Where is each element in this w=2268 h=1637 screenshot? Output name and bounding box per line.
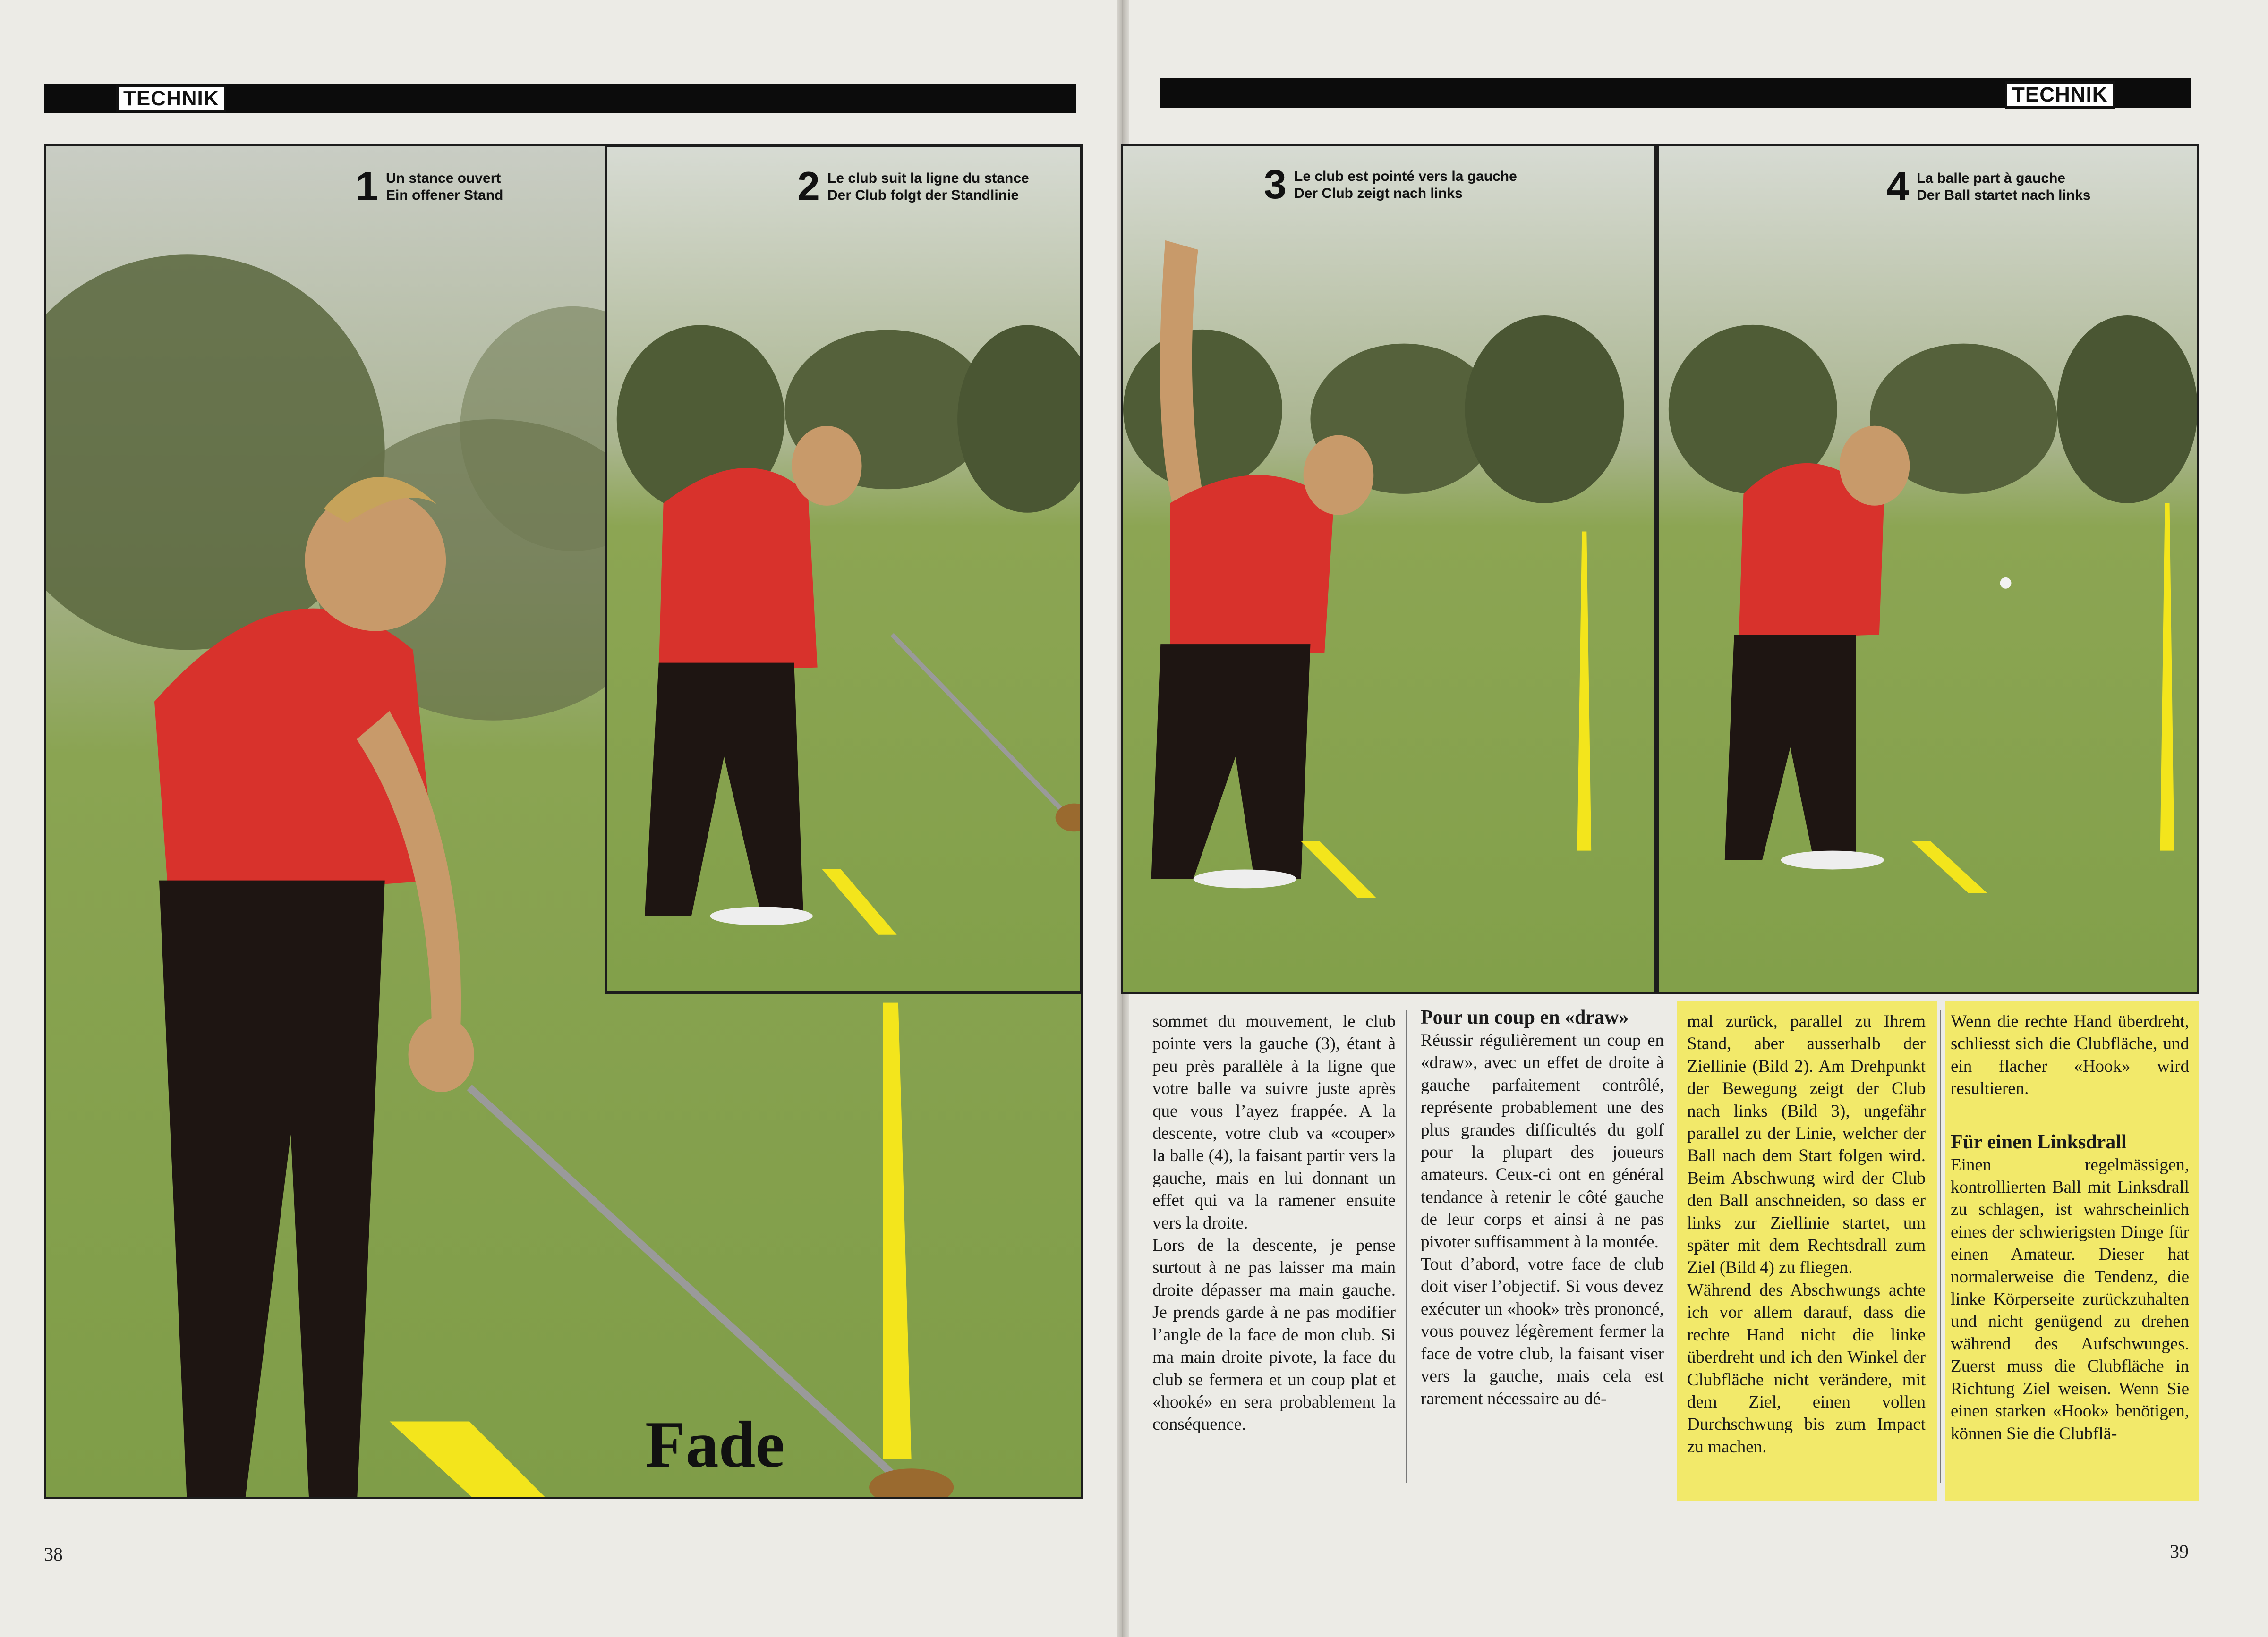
caption-4-number: 4 <box>1886 164 1909 209</box>
caption-2-number: 2 <box>797 164 820 209</box>
caption-2-german: Der Club folgt der Standlinie <box>827 187 1019 203</box>
col4-intro: Wenn die rechte Hand überdreht, schliesst sich die Clubfläche, und ein flacher «Hook» wird resultieren. <box>1951 1012 2189 1099</box>
technik-tag-right: TECHNIK <box>2005 81 2115 109</box>
col3-paragraph-2: Während des Abschwungs achte ich vor allem darauf, dass die rechte Hand nicht die linke überdreht und ich den Winkel der Clubfläche nicht verändere, mit dem Ziel, einen vollen Durchschwung bis zum Impact zu machen. <box>1687 1280 1926 1457</box>
col1-paragraph-1: sommet du mouvement, le club pointe vers la gauche (3), étant à peu près parallèle à la ligne que votre balle va suivre juste après que vous l’ayez frappée. A la descente, votre club va «couper» la balle (4), la faisant partir vers la gauche, mais en lui donnant un effet qui va la ramener ensuite vers la droite. <box>1152 1012 1396 1233</box>
caption-4-french: La balle part à gauche <box>1917 170 2066 186</box>
col2-heading: Pour un coup en «draw» <box>1421 1007 1629 1028</box>
col4-paragraph-1: Einen regelmässigen, kontrollierten Ball mit Linksdrall zu schlagen, ist wahrscheinlich eines der schwierigsten Dinge für einen Amateur. Dieser hat normalerweise die Tendenz, die linke Körperseite zurückzuhalten und nicht genügend zu drehen während des Aufschwunges. Zuerst muss die Clubfläche in Richtung Ziel weisen. Wenn Sie einen starken «Hook» benötigen, können Sie die Clubflä- <box>1951 1155 2189 1443</box>
caption-3-number: 3 <box>1264 162 1287 207</box>
caption-4-german: Der Ball startet nach links <box>1917 187 2091 203</box>
text-column-4 <box>1951 1010 2189 1445</box>
text-column-1 <box>1152 1010 1396 1436</box>
caption-3-french: Le club est pointé vers la gauche <box>1294 169 1517 184</box>
page-number-right: 39 <box>2170 1541 2189 1562</box>
photo-2-club-follows-stance <box>605 144 1083 994</box>
col2-paragraph-1: Réussir régulièrement un coup en «draw», avec un effet de droite à gauche parfaitement contrôlé, représente probablement une des plus grandes difficultés du golf pour la plupart des joueurs amateurs. Ceux-ci ont en général tendance à retenir le côté gauche de leur corps et ainsi à ne pas pivoter suffisamment à la montée. <box>1421 1031 1664 1252</box>
caption-3-german: Der Club zeigt nach links <box>1294 186 1463 201</box>
caption-2-french: Le club suit la ligne du stance <box>827 170 1029 186</box>
photo-title-fade: Fade <box>645 1408 785 1481</box>
col1-paragraph-2: Lors de la descente, je pense surtout à ne pas laisser ma main droite dépasser ma main gauche. Je prends garde à ne pas modifier l’angle de la face de mon club. Si ma main droite pivote, la face du club se fermera et un coup plat et «hooké» en sera probablement la conséquence. <box>1152 1236 1396 1434</box>
col4-heading: Für einen Linksdrall <box>1951 1131 2127 1153</box>
caption-1-number: 1 <box>356 164 378 209</box>
text-column-2 <box>1421 1006 1664 1410</box>
page-number-left: 38 <box>44 1544 63 1565</box>
photo-3-club-points-left <box>1121 144 1657 994</box>
caption-1-french: Un stance ouvert <box>386 170 501 186</box>
caption-1-german: Ein offener Stand <box>386 187 503 203</box>
col3-paragraph-1: mal zurück, parallel zu Ihrem Stand, aber ausserhalb der Ziellinie (Bild 2). Am Drehpunkt der Bewegung zeigt der Club nach links (Bild 3), ungefähr parallel zu der Linie, welcher der Ball nach dem Start folgen wird. Beim Abschwung wird der Club den Ball anschneiden, so dass er links zur Ziellinie startet, um später mit dem Rechtsdrall zum Ziel (Bild 4) zu fliegen. <box>1687 1012 1926 1278</box>
col2-paragraph-2: Tout d’abord, votre face de club doit viser l’objectif. Si vous devez exécuter un «hook» très prononcé, vous pouvez légèrement fermer la face de votre club, la faisant viser vers la gauche, mais cela est rarement nécessaire au dé- <box>1421 1255 1664 1408</box>
technik-tag-left: TECHNIK <box>116 85 226 112</box>
photo-4-ball-starts-left <box>1657 144 2199 994</box>
column-divider-2 <box>1940 1010 1941 1483</box>
text-column-3 <box>1687 1010 1926 1458</box>
column-divider-1 <box>1406 1010 1407 1483</box>
